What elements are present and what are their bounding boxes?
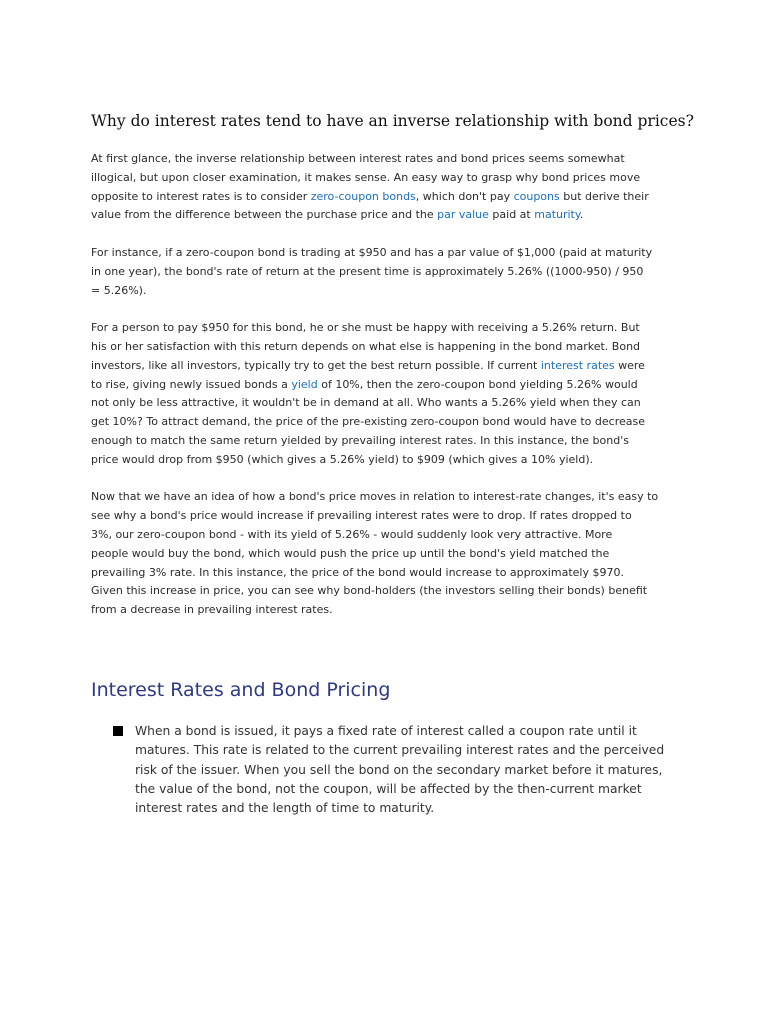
text-segment: , which don't pay bbox=[415, 189, 514, 203]
text-segment: investors, like all investors, typically try to get the best return possible. If current bbox=[91, 358, 541, 372]
article-heading: Why do interest rates tend to have an inverse relationship with bond prices? bbox=[91, 112, 694, 130]
text-segment: from a decrease in prevailing interest rates. bbox=[91, 603, 333, 617]
paragraph-line bbox=[91, 545, 691, 564]
inline-link[interactable]: yield bbox=[291, 377, 318, 391]
paragraph-line bbox=[91, 488, 691, 507]
bullet-line: risk of the issuer. When you sell the bond on the secondary market before it matures, bbox=[135, 762, 663, 777]
paragraph-line bbox=[91, 319, 691, 338]
paragraph-line bbox=[91, 451, 691, 470]
bullet-line: matures. This rate is related to the current prevailing interest rates and the perceived bbox=[135, 743, 665, 758]
paragraph-line bbox=[91, 263, 691, 282]
inline-link[interactable]: zero-coupon bonds bbox=[310, 189, 416, 203]
body-paragraph bbox=[91, 488, 691, 620]
text-segment: enough to match the same return yielded by prevailing interest rates. In this instance, the bond's bbox=[91, 433, 629, 447]
paragraph-line bbox=[91, 394, 691, 413]
paragraph-line bbox=[91, 413, 691, 432]
paragraph-line bbox=[91, 244, 691, 263]
inline-link[interactable]: maturity bbox=[534, 208, 580, 222]
square-bullet-icon bbox=[113, 726, 123, 736]
text-segment: 3%, our zero-coupon bond - with its yield of 5.26% - would suddenly look very attractive. More bbox=[91, 527, 613, 541]
text-segment: his or her satisfaction with this return depends on what else is happening in the bond market. Bond bbox=[91, 339, 641, 353]
bullet-line: the value of the bond, not the coupon, will be affected by the then-current market bbox=[135, 781, 642, 796]
text-segment: Now that we have an idea of how a bond's price moves in relation to interest-rate changes, it's easy to bbox=[91, 490, 659, 504]
paragraph-line bbox=[91, 338, 691, 357]
inline-link[interactable]: par value bbox=[437, 208, 489, 222]
paragraph-line bbox=[91, 150, 691, 169]
text-segment: opposite to interest rates is to consider bbox=[91, 189, 311, 203]
paragraph-line bbox=[91, 357, 691, 376]
paragraph-line bbox=[91, 601, 691, 620]
paragraph-line bbox=[91, 376, 691, 395]
paragraph-line bbox=[91, 206, 691, 225]
paragraph-line bbox=[91, 188, 691, 207]
text-segment: For instance, if a zero-coupon bond is trading at $950 and has a par value of $1,000 (paid at maturity bbox=[91, 245, 653, 259]
body-paragraph bbox=[91, 244, 691, 300]
text-segment: people would buy the bond, which would push the price up until the bond's yield matched the bbox=[91, 546, 610, 560]
text-segment: . bbox=[579, 208, 584, 222]
text-segment: prevailing 3% rate. In this instance, the price of the bond would increase to approximately $970. bbox=[91, 565, 624, 579]
paragraph-line bbox=[91, 526, 691, 545]
text-segment: value from the difference between the purchase price and the bbox=[91, 208, 438, 222]
bullet-line: interest rates and the length of time to maturity. bbox=[135, 801, 435, 816]
text-segment: in one year), the bond's rate of return at the present time is approximately 5.26% ((1000-950) / 950 bbox=[91, 264, 644, 278]
text-segment: get 10%? To attract demand, the price of the pre-existing zero-coupon bond would have to decrease bbox=[91, 415, 645, 429]
text-segment: paid at bbox=[488, 208, 535, 222]
paragraph-line bbox=[91, 169, 691, 188]
paragraph-line bbox=[91, 282, 691, 301]
text-segment: but derive their bbox=[559, 189, 649, 203]
text-segment: illogical, but upon closer examination, it makes sense. An easy way to grasp why bond prices move bbox=[91, 170, 641, 184]
paragraph-line bbox=[91, 432, 691, 451]
bullet-text bbox=[135, 722, 725, 818]
text-segment: see why a bond's price would increase if prevailing interest rates were to drop. If rates dropped to bbox=[91, 509, 632, 523]
article-body bbox=[91, 150, 691, 639]
text-segment: of 10%, then the zero-coupon bond yielding 5.26% would bbox=[317, 377, 638, 391]
paragraph-line bbox=[91, 582, 691, 601]
paragraph-line bbox=[91, 507, 691, 526]
text-segment: = 5.26%). bbox=[91, 283, 147, 297]
text-segment: to rise, giving newly issued bonds a bbox=[91, 377, 292, 391]
bullet-line: When a bond is issued, it pays a fixed rate of interest called a coupon rate until it bbox=[135, 724, 637, 738]
text-segment: At first glance, the inverse relationship between interest rates and bond prices seems somewhat bbox=[91, 152, 625, 165]
body-paragraph bbox=[91, 319, 691, 469]
paragraph-line bbox=[91, 564, 691, 583]
section-title: Interest Rates and Bond Pricing bbox=[91, 679, 391, 701]
body-paragraph bbox=[91, 150, 691, 225]
text-segment: Given this increase in price, you can see why bond-holders (the investors selling their bonds) benefit bbox=[91, 584, 648, 598]
text-segment: not only be less attractive, it wouldn't be in demand at all. Who wants a 5.26% yield when they can bbox=[91, 396, 641, 410]
inline-link[interactable]: interest rates bbox=[540, 358, 615, 372]
text-segment: price would drop from $950 (which gives a 5.26% yield) to $909 (which gives a 10% yield). bbox=[91, 452, 594, 466]
text-segment: were bbox=[614, 358, 645, 372]
text-segment: For a person to pay $950 for this bond, he or she must be happy with receiving a 5.26% return. But bbox=[91, 321, 640, 335]
inline-link[interactable]: coupons bbox=[513, 189, 560, 203]
